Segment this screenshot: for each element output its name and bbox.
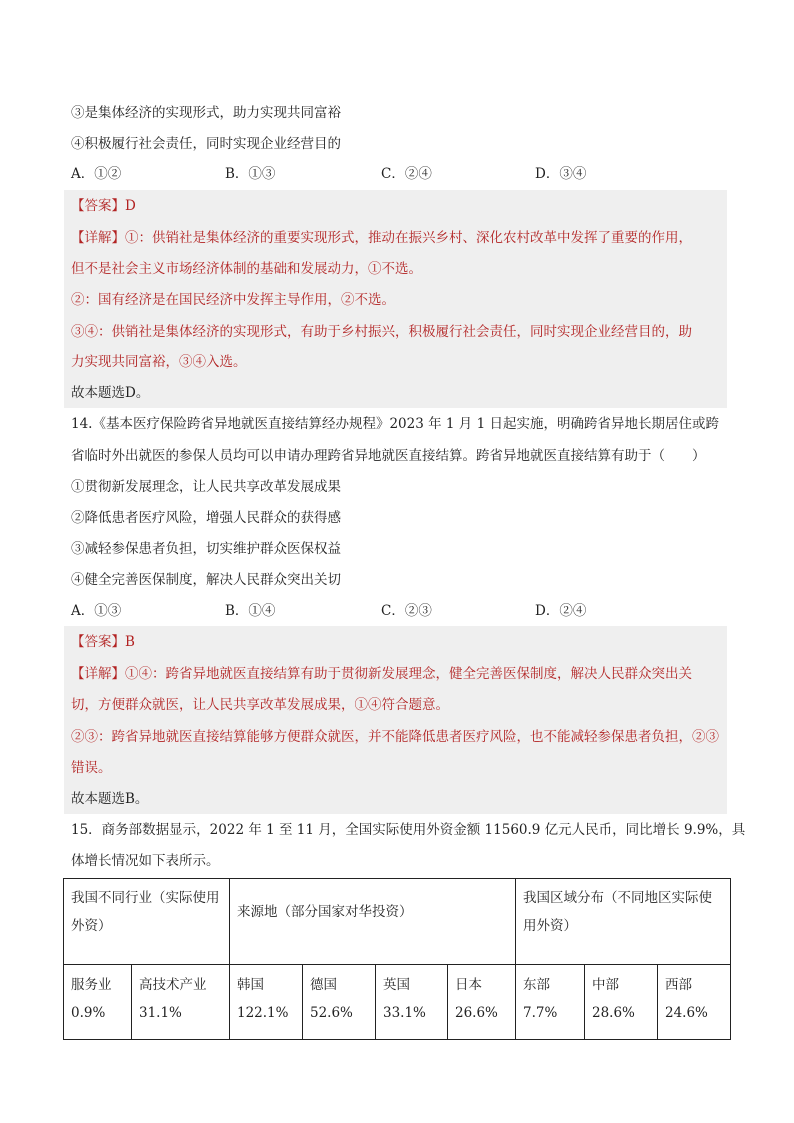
q14-detail-line-1 [71,664,692,684]
q14-answer-panel [64,626,727,814]
q13-detail-text-1: ①：供销社是集体经济的重要实现形式，推动在振兴乡村、深化农村改革中发挥了重要的作用， [125,230,692,246]
cell-value: 0.9% [71,1005,106,1021]
cell-label: 服务业 [71,977,112,993]
cell-label: 德国 [310,977,337,993]
q13-choice-d: D．③④ [535,166,587,182]
cell-label: 英国 [383,977,410,993]
q13-option-4: ④积极履行社会责任，同时实现企业经营目的 [71,136,341,152]
cell-label: 韩国 [237,977,264,993]
q14-stem-line-1: 14.《基本医疗保险跨省异地就医直接结算经办规程》2023 年 1 月 1 日起实施，明确跨省异地长期居住或跨 [71,416,719,432]
table-cell [585,965,658,1040]
cell-value: 24.6% [665,1005,708,1021]
header-industry-line-1: 我国不同行业（实际使用 [71,890,220,906]
q13-detail-line-5: 力实现共同富裕，③④入选。 [71,354,247,370]
header-industry-line-2: 外资） [71,918,112,934]
table-cell [376,965,448,1040]
table-cell [64,965,132,1040]
q14-answer: 【答案】B [71,634,135,650]
table-cell [658,965,731,1040]
header-source [230,879,516,965]
table-cell [448,965,516,1040]
cell-label: 日本 [455,977,482,993]
header-source-text: 来源地（部分国家对华投资） [237,904,413,920]
q14-detail-text-1: ①④：跨省异地就医直接结算有助于贯彻新发展理念，健全完善医保制度，解决人民群众突出关 [125,666,692,682]
q14-conclusion: 故本题选B。 [71,791,149,807]
cell-value: 28.6% [592,1005,635,1021]
q14-option-2: ②降低患者医疗风险，增强人民群众的获得感 [71,510,341,526]
cell-value: 7.7% [523,1005,558,1021]
q15-data-table [63,878,731,1040]
q14-choice-b: B．①④ [225,603,276,619]
q13-detail-line-2: 但不是社会主义市场经济体制的基础和发展动力，①不选。 [71,261,422,277]
q14-detail-line-2: 切，方便群众就医，让人民共享改革发展成果，①④符合题意。 [71,697,449,713]
cell-label: 中部 [592,977,619,993]
cell-label: 东部 [523,977,550,993]
q14-choice-c: C．②③ [381,603,432,619]
q13-detail-line-1 [71,228,692,248]
cell-label: 高技术产业 [139,977,207,993]
table-cell [516,965,585,1040]
q14-option-1: ①贯彻新发展理念，让人民共享改革发展成果 [71,479,341,495]
q13-choice-a: A．①② [71,166,122,182]
q14-option-3: ③减轻参保患者负担，切实维护群众医保权益 [71,541,341,557]
q14-choice-d: D．②④ [535,603,587,619]
cell-value: 122.1% [237,1005,289,1021]
cell-value: 26.6% [455,1005,498,1021]
header-region [516,879,731,965]
table-cell [132,965,230,1040]
q14-stem-line-2: 省临时外出就医的参保人员均可以申请办理跨省异地就医直接结算。跨省异地就医直接结算有助于（ ） [71,448,706,464]
table-header-row [64,879,731,965]
q14-detail-label: 【详解】 [71,666,125,682]
q15-stem-line-1: 15．商务部数据显示，2022 年 1 至 11 月，全国实际使用外资金额 11560.9 亿元人民币，同比增长 9.9%，具 [71,822,746,838]
q13-option-3: ③是集体经济的实现形式，助力实现共同富裕 [71,105,341,121]
q13-choice-c: C．②④ [381,166,432,182]
q14-detail-line-3: ②③：跨省异地就医直接结算能够方便群众就医，并不能降低患者医疗风险，也不能减轻参保患者负担，②③ [71,729,719,745]
q13-detail-line-4: ③④：供销社是集体经济的实现形式，有助于乡村振兴，积极履行社会责任，同时实现企业经营目的，助 [71,324,692,340]
cell-value: 33.1% [383,1005,426,1021]
q13-conclusion: 故本题选D。 [71,385,150,401]
q14-choice-a: A．①③ [71,603,122,619]
q13-answer: 【答案】D [71,198,136,214]
header-region-line-2: 用外资） [523,918,577,934]
q15-stem-line-2: 体增长情况如下表所示。 [71,853,220,869]
table-value-row [64,965,731,1040]
cell-label: 西部 [665,977,692,993]
table-cell [230,965,303,1040]
q13-detail-label: 【详解】 [71,230,125,246]
header-industry [64,879,230,965]
q14-detail-line-4: 错误。 [71,760,112,776]
q13-detail-line-3: ②：国有经济是在国民经济中发挥主导作用，②不选。 [71,292,395,308]
cell-value: 31.1% [139,1005,182,1021]
cell-value: 52.6% [310,1005,353,1021]
table-cell [303,965,376,1040]
q13-choice-b: B．①③ [225,166,276,182]
header-region-line-1: 我国区域分布（不同地区实际使 [523,890,712,906]
q14-option-4: ④健全完善医保制度，解决人民群众突出关切 [71,572,341,588]
